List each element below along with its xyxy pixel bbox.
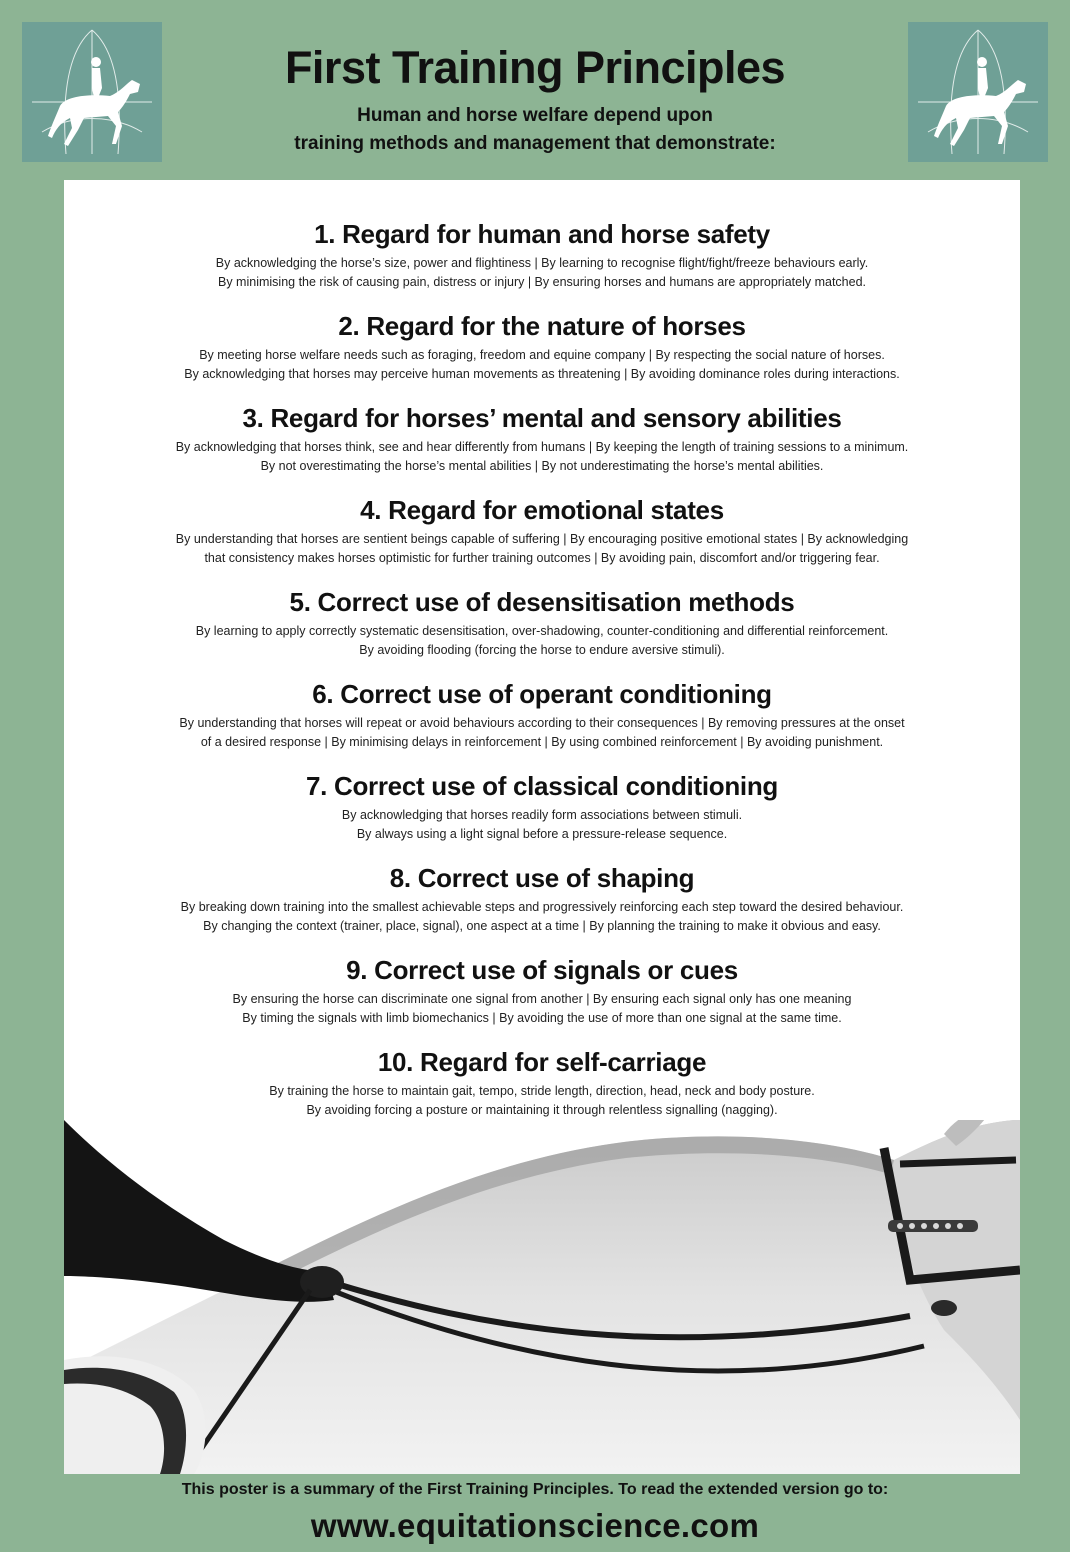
principle-3 — [64, 398, 1020, 490]
principle-heading: 9. Correct use of signals or cues — [346, 955, 738, 985]
website-link[interactable]: www.equitationscience.com — [310, 1507, 760, 1544]
poster-title: First Training Principles — [284, 42, 786, 93]
principle-text-line-2: By changing the context (trainer, place, signal), one aspect at a time | By planning the training to make it obvious and easy. — [203, 919, 881, 933]
left-logo — [22, 22, 162, 162]
principle-text-line-2: By acknowledging that horses may perceive human movements as threatening | By avoiding dominance roles during interactions. — [184, 367, 900, 381]
principle-heading: 1. Regard for human and horse safety — [314, 219, 770, 249]
dressage-rider-logo-icon — [908, 22, 1048, 162]
principle-text-line-1: By training the horse to maintain gait, tempo, stride length, direction, head, neck and body posture. — [269, 1084, 815, 1098]
principle-text-line-1: By learning to apply correctly systematic desensitisation, over-shadowing, counter-conditioning and differential reinforcement. — [195, 624, 889, 638]
principle-text-line-2: By minimising the risk of causing pain, distress or injury | By ensuring horses and humans are appropriately matched. — [218, 275, 866, 289]
principle-text-line-1: By ensuring the horse can discriminate one signal from another | By ensuring each signal only has one meaning — [232, 992, 852, 1006]
principle-8 — [64, 858, 1020, 950]
principle-text-line-2: that consistency makes horses optimistic for further training outcomes | By avoiding pain, discomfort and/or triggering fear. — [204, 551, 880, 565]
poster-header — [200, 40, 870, 158]
subtitle-line-1: Human and horse welfare depend upon — [357, 105, 713, 126]
footer-note: This poster is a summary of the First Training Principles. To read the extended version go to: — [181, 1481, 889, 1498]
principle-text-line-1: By acknowledging the horse’s size, power and flightiness | By learning to recognise flight/fight/freeze behaviours early. — [215, 256, 869, 270]
principle-text-line-1: By acknowledging that horses readily form associations between stimuli. — [341, 808, 743, 822]
principle-text-line-1: By acknowledging that horses think, see and hear differently from humans | By keeping the length of training sessions to a minimum. — [175, 440, 909, 454]
horse-photo — [64, 1120, 1020, 1474]
principle-text-line-2: By avoiding forcing a posture or maintaining it through relentless signalling (nagging). — [306, 1103, 778, 1117]
principle-text-line-2: By avoiding flooding (forcing the horse to endure aversive stimuli). — [359, 643, 725, 657]
principle-heading: 10. Regard for self-carriage — [377, 1047, 707, 1077]
principle-7 — [64, 766, 1020, 858]
principle-heading: 2. Regard for the nature of horses — [338, 311, 746, 341]
principle-text-line-1: By breaking down training into the smallest achievable steps and progressively reinforcing each step toward the desired behaviour. — [180, 900, 904, 914]
subtitle-line-2: training methods and management that demonstrate: — [294, 133, 776, 154]
principle-4 — [64, 490, 1020, 582]
principle-1 — [64, 214, 1020, 306]
principle-2 — [64, 306, 1020, 398]
principle-text-line-2: of a desired response | By minimising delays in reinforcement | By using combined reinforcement | By avoiding punishment. — [200, 735, 884, 749]
principle-heading: 3. Regard for horses’ mental and sensory abilities — [242, 403, 842, 433]
poster-subtitle — [200, 102, 870, 158]
principle-heading: 7. Correct use of classical conditioning — [305, 771, 778, 801]
poster-footer — [0, 1478, 1070, 1548]
principle-heading: 6. Correct use of operant conditioning — [312, 679, 772, 709]
principles-panel — [64, 180, 1020, 1474]
principle-text-line-2: By timing the signals with limb biomechanics | By avoiding the use of more than one signal at the same time. — [242, 1011, 842, 1025]
principle-text-line-1: By meeting horse welfare needs such as foraging, freedom and equine company | By respecting the social nature of horses. — [199, 348, 885, 362]
principle-text-line-2: By always using a light signal before a pressure-release sequence. — [356, 827, 728, 841]
dressage-rider-logo-icon — [22, 22, 162, 162]
principle-heading: 4. Regard for emotional states — [360, 495, 724, 525]
principle-6 — [64, 674, 1020, 766]
right-logo — [908, 22, 1048, 162]
principle-heading: 5. Correct use of desensitisation methods — [289, 587, 795, 617]
principles-list — [64, 214, 1020, 1134]
principle-heading: 8. Correct use of shaping — [389, 863, 695, 893]
principle-text-line-1: By understanding that horses will repeat or avoid behaviours according to their consequences | By removing pressures at the onset — [179, 716, 905, 730]
principle-5 — [64, 582, 1020, 674]
principle-9 — [64, 950, 1020, 1042]
principle-text-line-2: By not overestimating the horse’s mental abilities | By not underestimating the horse’s mental abilities. — [260, 459, 824, 473]
principle-text-line-1: By understanding that horses are sentient beings capable of suffering | By encouraging positive emotional states | By acknowledging — [175, 532, 909, 546]
